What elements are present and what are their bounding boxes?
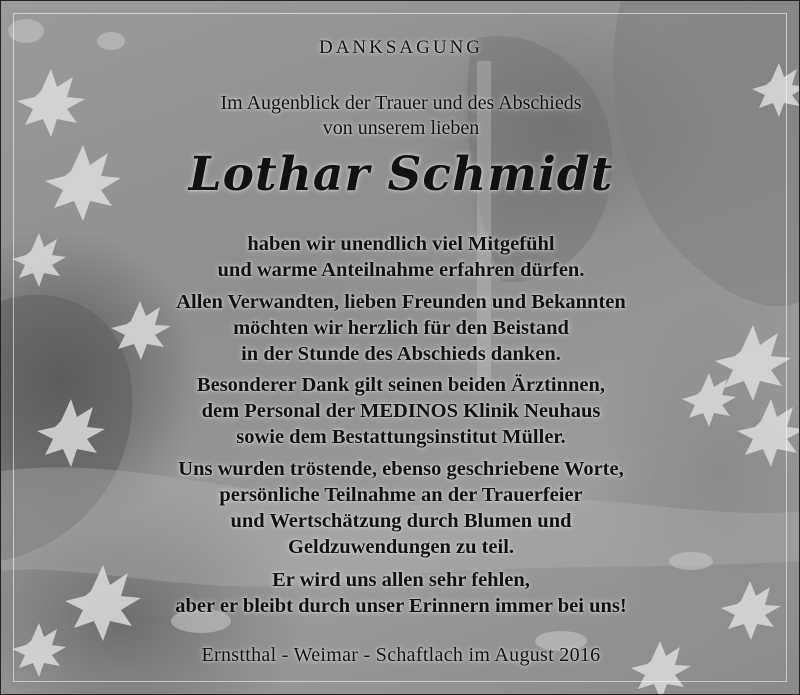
paragraph-special-thanks <box>1 372 800 450</box>
intro-line: von unserem lieben <box>322 117 480 139</box>
paragraph-line: aber er bleibt durch unser Erinnern immer bei uns! <box>175 595 627 617</box>
paragraph-condolences <box>1 456 800 560</box>
notice-heading: DANKSAGUNG <box>318 37 484 58</box>
paragraph-line: und warme Anteilnahme erfahren dürfen. <box>217 259 585 281</box>
deceased-name: Lothar Schmidt <box>188 147 614 202</box>
paragraph-line: Besonderer Dank gilt seinen beiden Ärztinnen, <box>196 374 606 396</box>
paragraph-line: Uns wurden tröstende, ebenso geschriebene Worte, <box>178 458 624 480</box>
paragraph-remembrance <box>1 567 800 619</box>
paragraph-line: in der Stunde des Abschieds danken. <box>241 343 561 365</box>
paragraph-line: haben wir unendlich viel Mitgefühl <box>247 233 555 255</box>
paragraph-line: und Wertschätzung durch Blumen und <box>230 510 572 532</box>
paragraph-thanks-relatives <box>1 289 800 367</box>
paragraph-line: sowie dem Bestattungsinstitut Müller. <box>236 426 566 448</box>
paragraph-line: Er wird uns allen sehr fehlen, <box>272 569 530 591</box>
paragraph-line: dem Personal der MEDINOS Klinik Neuhaus <box>201 400 601 422</box>
paragraph-line: persönliche Teilnahme an der Trauerfeier <box>219 484 583 506</box>
paragraph-line: möchten wir herzlich für den Beistand <box>233 317 569 339</box>
notice-footer: Ernstthal - Weimar - Schaftlach im August 2016 <box>201 644 601 666</box>
paragraph-line: Geldzuwendungen zu teil. <box>287 536 515 558</box>
paragraph-sympathy <box>1 231 800 283</box>
paragraph-line: Allen Verwandten, lieben Freunden und Bekannten <box>176 291 626 313</box>
notice-intro <box>1 91 800 141</box>
intro-line: Im Augenblick der Trauer und des Abschieds <box>220 92 582 114</box>
